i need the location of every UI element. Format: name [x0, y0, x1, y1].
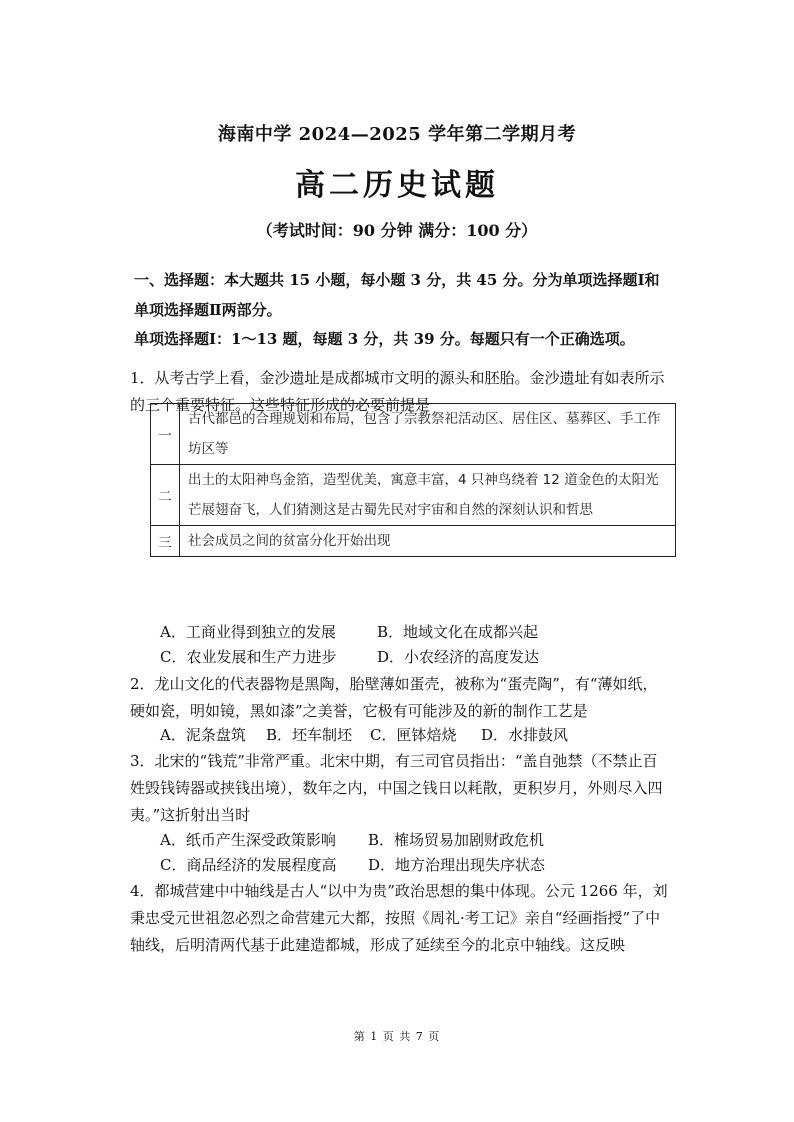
- question-2-stem: 2．龙山文化的代表器物是黑陶，胎壁薄如蛋壳，被称为“蛋壳陶”，有“薄如纸，硬如瓷，明如镜，黑如漆”之美誉，它极有可能涉及的新的制作工艺是: [130, 675, 658, 720]
- table-row: [151, 465, 676, 526]
- q2-option-b: B．坯车制坯: [266, 726, 353, 744]
- school-exam-line: 海南中学 2024—2025 学年第二学期月考: [217, 124, 577, 145]
- feature-table: [150, 403, 676, 557]
- q1-option-d: D．小农经济的高度发达: [377, 648, 540, 666]
- q2-option-a: A．泥条盘筑: [160, 726, 246, 744]
- q3-option-b: B．榷场贸易加剧财政危机: [368, 831, 545, 849]
- row-text: 出土的太阳神鸟金箔，造型优美，寓意丰富，4 只神鸟绕着 12 道金色的太阳光芒展翅奋飞，人们猜测这是古蜀先民对宇宙和自然的深刻认识和哲思: [180, 465, 676, 526]
- page-title: 高二历史试题: [295, 168, 499, 203]
- row-number: 二: [151, 465, 180, 526]
- q3-option-a: A．纸币产生深受政策影响: [160, 831, 336, 849]
- q1-option-b: B．地域文化在成都兴起: [377, 623, 539, 641]
- table-row: [151, 404, 676, 465]
- row-text: 社会成员之间的贫富分化开始出现: [180, 526, 676, 557]
- q3-option-d: D．地方治理出现失序状态: [368, 856, 546, 874]
- q3-option-c: C．商品经济的发展程度高: [160, 856, 337, 874]
- q2-option-d: D．水排鼓风: [481, 726, 569, 744]
- q1-option-c: C．农业发展和生产力进步: [160, 648, 337, 666]
- subsection-heading: 单项选择题Ⅰ：1～13 题，每题 3 分，共 39 分。每题只有一个正确选项。: [134, 330, 635, 348]
- q1-option-a: A．工商业得到独立的发展: [160, 623, 336, 641]
- q2-option-c: C．匣钵焙烧: [370, 726, 457, 744]
- question-4-stem: 4．都城营建中中轴线是古人“以中为贵”政治思想的集中体现。公元 1266 年，刘秉忠受元世祖忽必烈之命营建元大都，按照《周礼·考工记》亲自“经画指授”了中轴线，后明清两代基于此建造都城，形成了延续至今的北京中轴线。这反映: [130, 882, 668, 954]
- row-text: 古代都邑的合理规划和布局，包含了宗教祭祀活动区、居住区、墓葬区、手工作坊区等: [180, 404, 676, 465]
- row-number: 三: [151, 526, 180, 557]
- page-number: 第 1 页 共 7 页: [353, 1030, 441, 1043]
- question-1-stem: 1．从考古学上看，金沙遗址是成都城市文明的源头和胚胎。金沙遗址有如表所示的三个重要特征。这些特征形成的必要前提是: [130, 369, 665, 414]
- exam-info: （考试时间：90 分钟 满分：100 分）: [256, 221, 538, 240]
- question-3-stem: 3．北宋的“钱荒”非常严重。北宋中期，有三司官员指出：“盖自弛禁（不禁止百姓毁钱铸器或挟钱出境），数年之内，中国之钱日以耗散，更积岁月，外则尽入四夷。”这折射出当时: [130, 752, 663, 824]
- row-number: 一: [151, 404, 180, 465]
- table-row: [151, 526, 676, 557]
- section-heading: 一、选择题：本大题共 15 小题，每小题 3 分，共 45 分。分为单项选择题Ⅰ和单项选择题Ⅱ两部分。: [134, 271, 660, 319]
